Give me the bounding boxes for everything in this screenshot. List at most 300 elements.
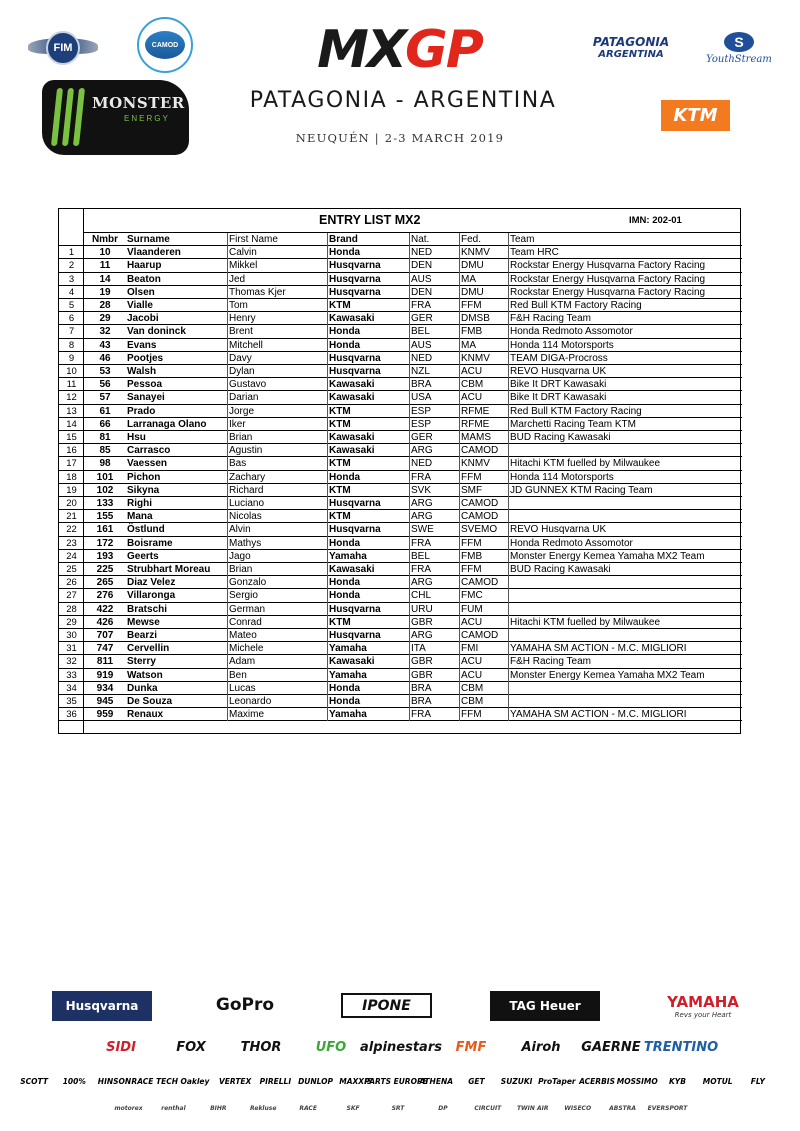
rider-federation: CAMOD — [459, 629, 508, 642]
rider-nationality: DEN — [409, 286, 459, 299]
patagonia-argentina-logo — [588, 33, 674, 63]
rider-nationality: NZL — [409, 365, 459, 378]
row-index: 16 — [66, 445, 77, 457]
rider-federation: ACU — [459, 391, 508, 404]
rider-team — [508, 629, 742, 642]
rider-brand: KTM — [327, 457, 409, 470]
rider-number: 747 — [96, 643, 114, 655]
rider-number: 81 — [99, 432, 111, 443]
rider-nationality: BEL — [409, 550, 459, 563]
rider-surname: Haarup — [127, 260, 162, 272]
sponsor-logo: SRT — [391, 1104, 405, 1112]
sponsor-logo: ACERBIS — [579, 1076, 615, 1086]
rider-nationality: ESP — [409, 405, 459, 418]
row-index: 5 — [68, 300, 75, 311]
rider-first-name: Leonardo — [227, 695, 327, 708]
row-index: 17 — [66, 458, 77, 470]
rider-number: 29 — [99, 313, 111, 325]
rider-federation: MAMS — [459, 431, 508, 444]
rider-brand: Husqvarna — [327, 603, 409, 616]
rider-first-name: Dylan — [227, 365, 327, 378]
rider-brand: Kawasaki — [327, 655, 409, 668]
row-index: 10 — [66, 366, 77, 377]
rider-number: 959 — [96, 709, 114, 721]
sponsor-logo: FLY — [750, 1076, 765, 1086]
rider-number: 19 — [99, 286, 111, 298]
sponsor-logo: SUZUKI — [500, 1076, 533, 1086]
rider-number: 98 — [99, 458, 111, 470]
rider-surname: Hsu — [127, 432, 146, 443]
table-row — [59, 457, 742, 470]
rider-surname: Vaessen — [127, 458, 168, 470]
entry-list-table — [58, 208, 741, 734]
rider-number: 102 — [96, 484, 114, 496]
rider-surname: Larranaga Olano — [127, 418, 207, 430]
rider-brand: Honda — [327, 695, 409, 708]
rider-first-name: Darian — [227, 391, 327, 404]
rider-federation: DMU — [459, 259, 508, 272]
row-index: 35 — [66, 696, 77, 707]
row-index: 9 — [68, 352, 75, 364]
row-index: 24 — [66, 550, 77, 562]
row-index: 4 — [68, 286, 75, 298]
rider-nationality: ARG — [409, 497, 459, 510]
rider-federation: SMF — [459, 484, 508, 497]
table-row — [59, 616, 742, 629]
rider-nationality: GBR — [409, 655, 459, 668]
rider-nationality: ITA — [409, 642, 459, 655]
rider-team — [508, 695, 742, 708]
table-row — [59, 259, 742, 272]
rider-federation: KNMV — [459, 246, 508, 259]
sponsor-logo: CIRCUIT — [474, 1104, 502, 1112]
sponsor-yamaha — [655, 990, 751, 1022]
table-row — [59, 286, 742, 299]
rider-federation: FFM — [459, 563, 508, 576]
row-index: 15 — [66, 432, 77, 443]
rider-nationality: DEN — [409, 259, 459, 272]
sponsor-logo: PARTS EUROPE — [364, 1076, 428, 1086]
rider-surname: Carrasco — [127, 445, 171, 457]
row-index: 2 — [68, 260, 75, 272]
rider-first-name: Nicolas — [227, 510, 327, 523]
rider-surname: Watson — [127, 669, 163, 681]
table-row — [59, 312, 742, 325]
table-row — [59, 629, 742, 642]
rider-number: 61 — [99, 405, 111, 417]
table-row — [59, 695, 742, 708]
sponsor-logo: EVERSPORT — [647, 1104, 688, 1112]
rider-surname: Diaz Velez — [127, 577, 176, 589]
table-row — [59, 471, 742, 484]
rider-team: BUD Racing Kawasaki — [508, 563, 742, 576]
rider-surname: Mana — [127, 511, 153, 523]
patagonia-logo-bottom: ARGENTINA — [598, 49, 664, 60]
rider-first-name: Luciano — [227, 497, 327, 510]
rider-brand: Honda — [327, 682, 409, 695]
sponsor-logo: KYB — [668, 1076, 686, 1086]
table-row — [59, 669, 742, 682]
row-index: 18 — [66, 471, 77, 483]
rider-brand: KTM — [327, 510, 409, 523]
rider-number: 422 — [96, 603, 114, 615]
row-index: 27 — [66, 590, 77, 602]
rider-brand: Kawasaki — [327, 391, 409, 404]
sponsor-logo: SCOTT — [20, 1076, 48, 1086]
rider-first-name: Ben — [227, 669, 327, 682]
rider-first-name: Gonzalo — [227, 576, 327, 589]
rider-number: 43 — [99, 339, 111, 351]
event-subtitle: NEUQUÉN | 2-3 MARCH 2019 — [295, 131, 505, 145]
rider-first-name: Alvin — [227, 523, 327, 536]
rider-brand: KTM — [327, 299, 409, 312]
rider-federation: CBM — [459, 695, 508, 708]
rider-first-name: Jago — [227, 550, 327, 563]
rider-number: 172 — [96, 537, 114, 549]
row-index: 30 — [66, 630, 77, 641]
table-row — [59, 563, 742, 576]
row-index: 1 — [68, 247, 75, 259]
table-header-row — [59, 233, 742, 246]
table-row — [59, 642, 742, 655]
rider-surname: Bearzi — [127, 630, 158, 641]
sponsor-logo: Rekluse — [250, 1104, 277, 1112]
rider-team: Honda 114 Motorsports — [508, 471, 742, 484]
rider-first-name: Adam — [227, 655, 327, 668]
table-row — [59, 484, 742, 497]
rider-brand: Honda — [327, 471, 409, 484]
camod-logo — [137, 17, 193, 73]
rider-surname: Sterry — [127, 656, 156, 668]
rider-number: 133 — [96, 498, 114, 509]
rider-federation: CAMOD — [459, 444, 508, 457]
rider-team — [508, 444, 742, 457]
rider-surname: Olsen — [127, 286, 155, 298]
rider-brand: Honda — [327, 339, 409, 352]
youthstream-logo-text: YouthStream — [706, 53, 772, 65]
ktm-logo-text: KTM — [673, 105, 718, 126]
rider-federation: FFM — [459, 708, 508, 721]
rider-federation: CAMOD — [459, 497, 508, 510]
rider-surname: Sikyna — [127, 484, 160, 496]
table-row — [59, 576, 742, 589]
rider-nationality: FRA — [409, 563, 459, 576]
table-row — [59, 431, 742, 444]
column-header-fed: Fed. — [459, 233, 508, 246]
rider-federation: FMC — [459, 589, 508, 602]
rider-brand: KTM — [327, 418, 409, 431]
sponsor-logo: MOSSIMO — [616, 1076, 658, 1086]
row-index: 31 — [66, 643, 77, 655]
rider-team: Hitachi KTM fuelled by Milwaukee — [508, 616, 742, 629]
rider-first-name: Sergio — [227, 589, 327, 602]
rider-team: Team HRC — [508, 246, 742, 259]
rider-team: REVO Husqvarna UK — [508, 523, 742, 536]
row-index: 8 — [68, 339, 75, 351]
sponsor-logo: MAXXIS — [339, 1076, 373, 1086]
rider-nationality: FRA — [409, 708, 459, 721]
row-index: 14 — [66, 418, 77, 430]
rider-team — [508, 589, 742, 602]
row-index: 6 — [68, 313, 75, 325]
sponsor-tag-heuer: TAG Heuer — [490, 991, 600, 1021]
table-row — [59, 682, 742, 695]
table-row — [59, 391, 742, 404]
rider-nationality: ARG — [409, 629, 459, 642]
table-row — [59, 273, 742, 286]
rider-team — [508, 682, 742, 695]
rider-team: Monster Energy Kemea Yamaha MX2 Team — [508, 550, 742, 563]
rider-brand: Honda — [327, 537, 409, 550]
rider-brand: Honda — [327, 325, 409, 338]
rider-nationality: ARG — [409, 510, 459, 523]
rider-brand: KTM — [327, 405, 409, 418]
monster-logo-text: MONSTER — [92, 94, 185, 112]
rider-nationality: GER — [409, 431, 459, 444]
rider-first-name: Thomas Kjer — [227, 286, 327, 299]
rider-number: 10 — [99, 247, 111, 259]
table-row — [59, 523, 742, 536]
rider-federation: FFM — [459, 299, 508, 312]
rider-first-name: Lucas — [227, 682, 327, 695]
rider-first-name: Tom — [227, 299, 327, 312]
rider-nationality: FRA — [409, 471, 459, 484]
rider-surname: Beaton — [127, 273, 161, 285]
sponsor-gopro: GoPro — [215, 995, 275, 1015]
rider-surname: Pessoa — [127, 379, 163, 391]
rider-team: Marchetti Racing Team KTM — [508, 418, 742, 431]
rider-team: F&H Racing Team — [508, 655, 742, 668]
rider-nationality: AUS — [409, 273, 459, 286]
rider-federation: CAMOD — [459, 510, 508, 523]
rider-surname: Bratschi — [127, 603, 168, 615]
ktm-logo — [661, 100, 730, 131]
sponsor-logo: MOTUL — [702, 1076, 733, 1086]
entry-list-title-row — [84, 209, 740, 233]
rider-federation: RFME — [459, 418, 508, 431]
rider-team: Hitachi KTM fuelled by Milwaukee — [508, 457, 742, 470]
rider-surname: Cervellin — [127, 643, 170, 655]
column-header-nat: Nat. — [409, 233, 459, 246]
rider-number: 265 — [96, 577, 114, 589]
row-index: 29 — [66, 616, 77, 628]
rider-first-name: Maxime — [227, 708, 327, 721]
table-row — [59, 510, 742, 523]
rider-surname: Dunka — [127, 682, 158, 694]
rider-nationality: NED — [409, 246, 459, 259]
rider-number: 101 — [96, 471, 114, 483]
row-index: 11 — [66, 379, 77, 391]
rider-brand: Kawasaki — [327, 563, 409, 576]
rider-surname: Geerts — [127, 550, 159, 562]
table-row — [59, 299, 742, 312]
table-row — [59, 550, 742, 563]
rider-nationality: FRA — [409, 299, 459, 312]
rider-nationality: BRA — [409, 682, 459, 695]
rider-nationality: ARG — [409, 444, 459, 457]
rider-team: YAMAHA SM ACTION - M.C. MIGLIORI — [508, 642, 742, 655]
rider-nationality: ESP — [409, 418, 459, 431]
rider-team: Red Bull KTM Factory Racing — [508, 405, 742, 418]
rider-number: 934 — [96, 682, 114, 694]
rider-first-name: Jed — [227, 273, 327, 286]
rider-first-name: Mikkel — [227, 259, 327, 272]
rider-number: 707 — [96, 630, 114, 641]
rider-surname: De Souza — [127, 696, 173, 707]
rider-nationality: NED — [409, 457, 459, 470]
rider-first-name: Mathys — [227, 537, 327, 550]
rider-federation: RFME — [459, 405, 508, 418]
sponsor-logo: 100% — [62, 1076, 86, 1086]
row-index: 22 — [66, 524, 77, 536]
rider-number: 155 — [96, 511, 114, 523]
rider-surname: Pichon — [127, 471, 161, 483]
rider-team — [508, 497, 742, 510]
rider-number: 56 — [99, 379, 111, 391]
rider-surname: Walsh — [127, 366, 157, 377]
rider-team: Red Bull KTM Factory Racing — [508, 299, 742, 312]
rider-brand: Husqvarna — [327, 273, 409, 286]
rider-federation: FMB — [459, 550, 508, 563]
table-row — [59, 339, 742, 352]
rider-nationality: SVK — [409, 484, 459, 497]
rider-nationality: GBR — [409, 669, 459, 682]
rider-brand: Yamaha — [327, 708, 409, 721]
rider-team: Monster Energy Kemea Yamaha MX2 Team — [508, 669, 742, 682]
rider-number: 811 — [96, 656, 114, 668]
rider-federation: ACU — [459, 669, 508, 682]
rider-surname: Pootjes — [127, 352, 164, 364]
rider-number: 919 — [96, 669, 114, 681]
rider-nationality: SWE — [409, 523, 459, 536]
rider-first-name: Davy — [227, 352, 327, 365]
rider-first-name: Brian — [227, 431, 327, 444]
rider-surname: Villaronga — [127, 590, 176, 602]
rider-federation: FFM — [459, 537, 508, 550]
column-header-surname: Surname — [127, 234, 170, 245]
rider-number: 276 — [96, 590, 114, 602]
row-index: 32 — [66, 656, 77, 668]
rider-nationality: GER — [409, 312, 459, 325]
sponsor-logo: FOX — [176, 1039, 206, 1055]
rider-brand: Yamaha — [327, 642, 409, 655]
rider-team: TEAM DIGA-Procross — [508, 352, 742, 365]
sponsor-yamaha-tagline: Revs your Heart — [674, 1011, 732, 1019]
rider-brand: Kawasaki — [327, 431, 409, 444]
rider-first-name: Agustin — [227, 444, 327, 457]
rider-brand: Kawasaki — [327, 312, 409, 325]
sponsor-logo: FMF — [455, 1039, 487, 1055]
rider-nationality: FRA — [409, 537, 459, 550]
rider-first-name: Gustavo — [227, 378, 327, 391]
sponsor-logo: ProTaper — [538, 1076, 576, 1086]
rider-first-name: Iker — [227, 418, 327, 431]
row-index: 34 — [66, 682, 77, 694]
mxgp-logo-mx: MX — [317, 20, 406, 80]
rider-brand: Husqvarna — [327, 629, 409, 642]
row-index: 12 — [66, 392, 77, 404]
sponsor-ipone: IPONE — [341, 993, 432, 1018]
rider-number: 193 — [96, 550, 114, 562]
sponsor-logo: HINSON — [97, 1076, 132, 1086]
table-row — [59, 352, 742, 365]
rider-team: Bike It DRT Kawasaki — [508, 391, 742, 404]
rider-nationality: URU — [409, 603, 459, 616]
rider-surname: Prado — [127, 405, 156, 417]
rider-federation: ACU — [459, 616, 508, 629]
rider-brand: Husqvarna — [327, 259, 409, 272]
rider-surname: Sanayei — [127, 392, 165, 404]
imn-code: IMN: 202-01 — [629, 215, 682, 226]
rider-number: 53 — [99, 366, 111, 377]
rider-brand: Honda — [327, 576, 409, 589]
table-row — [59, 246, 742, 259]
rider-surname: Vlaanderen — [127, 247, 181, 259]
rider-nationality: BEL — [409, 325, 459, 338]
monster-energy-logo — [42, 80, 189, 155]
rider-federation: FUM — [459, 603, 508, 616]
table-row — [59, 378, 742, 391]
rider-federation: SVEMO — [459, 523, 508, 536]
rider-team: Rockstar Energy Husqvarna Factory Racing — [508, 259, 742, 272]
rider-brand: Husqvarna — [327, 286, 409, 299]
rider-surname: Strubhart Moreau — [127, 564, 211, 575]
rider-nationality: CHL — [409, 589, 459, 602]
rider-team: Honda Redmoto Assomotor — [508, 537, 742, 550]
rider-team: BUD Racing Kawasaki — [508, 431, 742, 444]
rider-nationality: BRA — [409, 378, 459, 391]
table-row — [59, 405, 742, 418]
youthstream-icon: S — [724, 32, 754, 52]
rider-nationality: USA — [409, 391, 459, 404]
rider-first-name: Brian — [227, 563, 327, 576]
row-index: 21 — [66, 511, 77, 523]
sponsor-logo: DUNLOP — [298, 1076, 334, 1086]
row-index: 36 — [66, 709, 77, 721]
sponsor-logo: SKF — [346, 1104, 360, 1112]
rider-number: 225 — [96, 564, 114, 575]
monster-claw-icon — [54, 88, 84, 146]
rider-surname: Boisrame — [127, 537, 173, 549]
rider-nationality: ARG — [409, 576, 459, 589]
rider-federation: CBM — [459, 378, 508, 391]
column-header-nmbr: Nmbr — [91, 234, 119, 245]
rider-brand: Kawasaki — [327, 444, 409, 457]
rider-surname: Östlund — [127, 524, 165, 536]
rider-surname: Van doninck — [127, 326, 186, 338]
rider-team — [508, 603, 742, 616]
rider-number: 66 — [99, 418, 111, 430]
rider-brand: KTM — [327, 484, 409, 497]
rider-first-name: Jorge — [227, 405, 327, 418]
rider-team: Honda 114 Motorsports — [508, 339, 742, 352]
rider-brand: KTM — [327, 616, 409, 629]
rider-team: F&H Racing Team — [508, 312, 742, 325]
rider-brand: Honda — [327, 246, 409, 259]
table-row — [59, 537, 742, 550]
column-header-brand: Brand — [327, 233, 409, 246]
entry-list-title: ENTRY LIST MX2 — [319, 213, 421, 227]
row-index: 20 — [66, 498, 77, 509]
rider-first-name: Mateo — [227, 629, 327, 642]
rider-surname: Vialle — [127, 300, 153, 311]
sponsor-logo: THOR — [240, 1039, 282, 1055]
rider-first-name: Henry — [227, 312, 327, 325]
rider-nationality: BRA — [409, 695, 459, 708]
sponsor-logo: SIDI — [106, 1039, 136, 1055]
rider-nationality: GBR — [409, 616, 459, 629]
rider-first-name: Conrad — [227, 616, 327, 629]
